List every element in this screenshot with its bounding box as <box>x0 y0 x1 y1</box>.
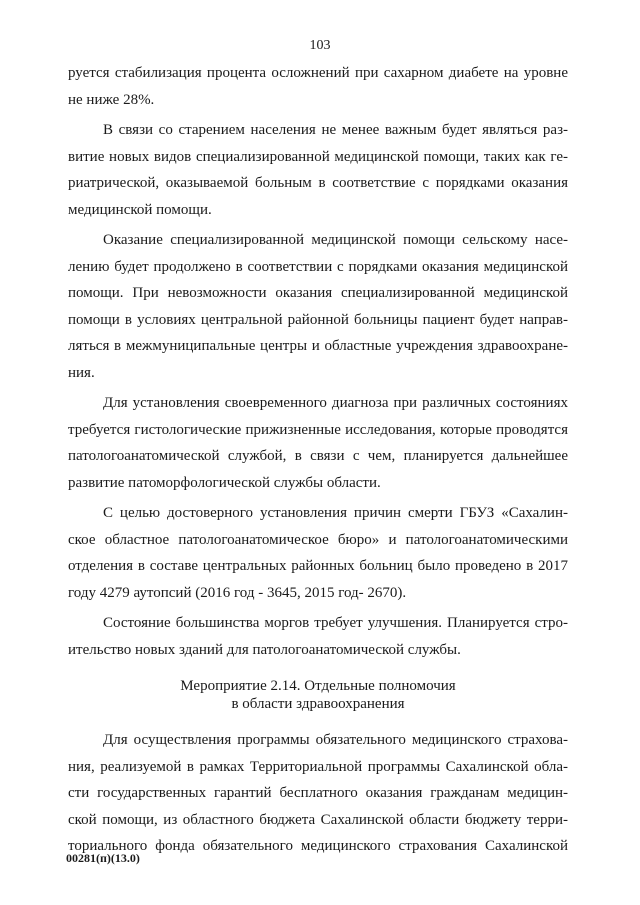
paragraph <box>68 500 568 606</box>
paragraph <box>68 60 568 113</box>
paragraph <box>68 117 568 223</box>
text-line: помощи. При невозможности оказания специализированной медицинской <box>68 285 568 301</box>
paragraph <box>68 390 568 496</box>
text-line: Состояние большинства моргов требует улучшения. Планируется стро- <box>103 615 568 631</box>
text-line: руется стабилизация процента осложнений при сахарном диабете на уровне <box>68 65 568 81</box>
text-line: Для установления своевременного диагноза при различных состояниях <box>103 395 568 411</box>
text-line: ния. <box>68 364 95 381</box>
document-code: 00281(п)(13.0) <box>66 851 140 865</box>
document-body <box>68 60 568 860</box>
text-line: Оказание специализированной медицинской помощи сельскому насе- <box>103 232 568 248</box>
page-number: 103 <box>309 38 331 53</box>
text-line: лению будет продолжено в соответствии с порядками оказания медицинской <box>68 258 568 275</box>
text-line: отделения в составе центральных районных больниц было проведено в 2017 <box>68 558 568 574</box>
section-heading-line: в области здравоохранения <box>231 696 405 712</box>
section-heading-line: Мероприятие 2.14. Отдельные полномочия <box>180 678 456 694</box>
text-line: патологоанатомической службой, в связи с чем, планируется дальнейшее <box>68 448 568 464</box>
text-line: ния, реализуемой в рамках Территориальной программы Сахалинской обла- <box>68 758 568 775</box>
text-line: сти государственных гарантий бесплатного оказания гражданам медицин- <box>68 785 568 801</box>
text-line: году 4279 аутопсий (2016 год - 3645, 2015 год- 2670). <box>68 584 407 601</box>
text-line: риатрической, оказываемой больным в соответствие с порядками оказания <box>68 175 568 191</box>
text-line: помощи в условиях центральной районной больницы пациент будет направ- <box>68 311 568 328</box>
text-line: требуется гистологические прижизненные исследования, которые проводятся <box>68 421 568 438</box>
text-line: развитие патоморфологической службы области. <box>68 474 381 491</box>
text-line: ляться в межмуниципальные центры и областные учреждения здравоохране- <box>68 338 568 354</box>
text-line: С целью достоверного установления причин смерти ГБУЗ «Сахалин- <box>103 505 568 521</box>
text-line: медицинской помощи. <box>68 201 212 218</box>
text-line: не ниже 28%. <box>68 91 155 108</box>
section-heading <box>68 677 568 713</box>
paragraph <box>68 610 568 663</box>
text-line: витие новых видов специализированной медицинской помощи, таких как ге- <box>68 148 568 165</box>
paragraph <box>68 227 568 386</box>
text-line: Для осуществления программы обязательного медицинского страхова- <box>103 732 568 748</box>
text-line: ское областное патологоанатомическое бюро» и патологоанатомическими <box>68 531 568 548</box>
text-line: ской помощи, из областного бюджета Сахалинской области бюджету терри- <box>68 811 568 828</box>
text-line: В связи со старением населения не менее важным будет являться раз- <box>103 122 568 138</box>
paragraph <box>68 727 568 860</box>
text-line: ториального фонда обязательного медицинского страхования Сахалинской <box>68 838 568 854</box>
text-line: ительство новых зданий для патологоанатомической службы. <box>68 641 461 658</box>
